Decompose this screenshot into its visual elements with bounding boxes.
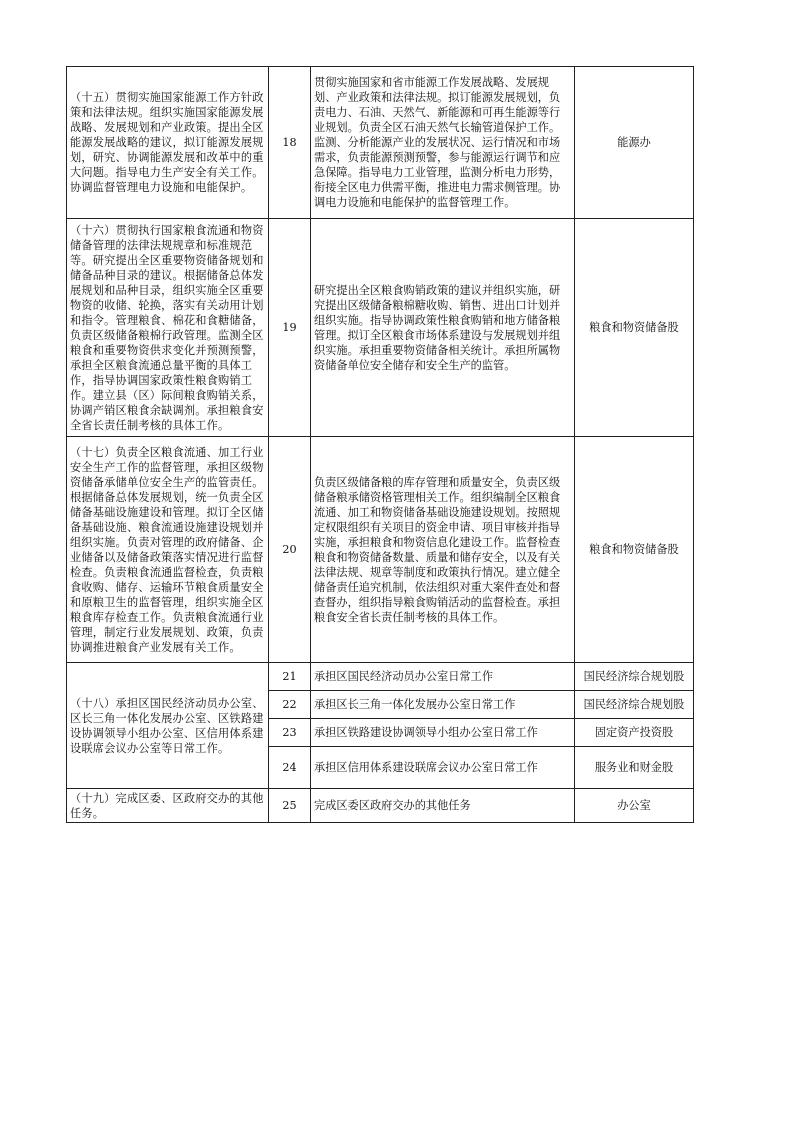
- department-cell: 能源办: [575, 67, 694, 219]
- item-number: 24: [269, 747, 311, 789]
- table-row: [67, 219, 694, 437]
- table-row: [67, 663, 694, 691]
- task-cell: （十八）承担区国民经济动员办公室、区长三角一体化发展办公室、区铁路建设协调领导小组办公室、区信用体系建设联席会议办公室等日常工作。: [67, 663, 269, 789]
- detail-cell: 研究提出全区粮食购销政策的建议并组织实施，研究提出区级储备粮棉糖收购、销售、进出口计划并组织实施。指导协调政策性粮食购销和地方储备粮管理。拟订全区粮食市场体系建设与发展规划并组织实施。承担重要物资储备相关统计。承担所属物资储备单位安全储存和安全生产的监管。: [311, 219, 575, 437]
- detail-cell: 承担区信用体系建设联席会议办公室日常工作: [311, 747, 575, 789]
- detail-cell: 完成区委区政府交办的其他任务: [311, 789, 575, 823]
- task-cell: （十五）贯彻实施国家能源工作方针政策和法律法规。组织实施国家能源发展战略、发展规划和产业政策。提出全区能源发展战略的建议，拟订能源发展规划，研究、协调能源发展和改革中的重大问题。指导电力生产安全有关工作。协调监督管理电力设施和电能保护。: [67, 67, 269, 219]
- item-number: 19: [269, 219, 311, 437]
- item-number: 18: [269, 67, 311, 219]
- detail-cell: 负责区级储备粮的库存管理和质量安全，负责区级储备粮承储资格管理相关工作。组织编制全区粮食流通、加工和物资储备基础设施建设规划。按照规定权限组织有关项目的资金申请、项目审核并指导实施，承担粮食和物资信息化建设工作。监督检查粮食和物资储备数量、质量和储存安全，以及有关法律法规、规章等制度和政策执行情况。建立健全储备责任追究机制，依法组织对重大案件查处和督查督办，组织指导粮食购销活动的监督检查。承担粮食安全省长责任制考核的具体工作。: [311, 437, 575, 663]
- duty-table: [66, 66, 694, 823]
- department-cell: 服务业和财金股: [575, 747, 694, 789]
- department-cell: 粮食和物资储备股: [575, 219, 694, 437]
- item-number: 21: [269, 663, 311, 691]
- department-cell: 粮食和物资储备股: [575, 437, 694, 663]
- task-cell: （十六）贯彻执行国家粮食流通和物资储备管理的法律法规规章和标准规范等。研究提出全区重要物资储备规划和储备品种目录的建议。根据储备总体发展规划和品种目录，组织实施全区重要物资的收储、轮换，落实有关动用计划和指令。管理粮食、棉花和食糖储备，负责区级储备粮棉行政管理。监测全区粮食和重要物资供求变化并预测预警，承担全区粮食流通总量平衡的具体工作，指导协调国家政策性粮食购销工作。建立县（区）际间粮食购销关系，协调产销区粮食余缺调剂。承担粮食安全省长责任制考核的具体工作。: [67, 219, 269, 437]
- department-cell: 办公室: [575, 789, 694, 823]
- detail-cell: 承担区铁路建设协调领导小组办公室日常工作: [311, 719, 575, 747]
- table-row: [67, 67, 694, 219]
- detail-cell: 贯彻实施国家和省市能源工作发展战略、发展规划、产业政策和法律法规。拟订能源发展规划，负责电力、石油、天然气、新能源和可再生能源等行业规划。负责全区石油天然气长输管道保护工作。监测、分析能源产业的发展状况、运行情况和市场需求，负责能源预测预警，参与能源运行调节和应急保障。指导电力工业管理，监测分析电力形势，衔接全区电力供需平衡，推进电力需求侧管理。协调电力设施和电能保护的监督管理工作。: [311, 67, 575, 219]
- item-number: 20: [269, 437, 311, 663]
- task-cell: （十七）负责全区粮食流通、加工行业安全生产工作的监督管理，承担区级物资储备承储单位安全生产的监管责任。根据储备总体发展规划，统一负责全区储备基础设施建设和管理。拟订全区储备基础设施、粮食流通设施建设规划并组织实施。负责对管理的政府储备、企业储备以及储备政策落实情况进行监督检查。负责粮食流通监督检查，负责粮食收购、储存、运输环节粮食质量安全和原粮卫生的监督管理，组织实施全区粮食库存检查工作。负责粮食流通行业管理，制定行业发展规划、政策，负责协调推进粮食产业发展有关工作。: [67, 437, 269, 663]
- table-row: [67, 789, 694, 823]
- department-cell: 固定资产投资股: [575, 719, 694, 747]
- item-number: 22: [269, 691, 311, 719]
- item-number: 23: [269, 719, 311, 747]
- item-number: 25: [269, 789, 311, 823]
- task-cell: （十九）完成区委、区政府交办的其他任务。: [67, 789, 269, 823]
- department-cell: 国民经济综合规划股: [575, 663, 694, 691]
- table-row: [67, 437, 694, 663]
- detail-cell: 承担区国民经济动员办公室日常工作: [311, 663, 575, 691]
- department-cell: 国民经济综合规划股: [575, 691, 694, 719]
- detail-cell: 承担区长三角一体化发展办公室日常工作: [311, 691, 575, 719]
